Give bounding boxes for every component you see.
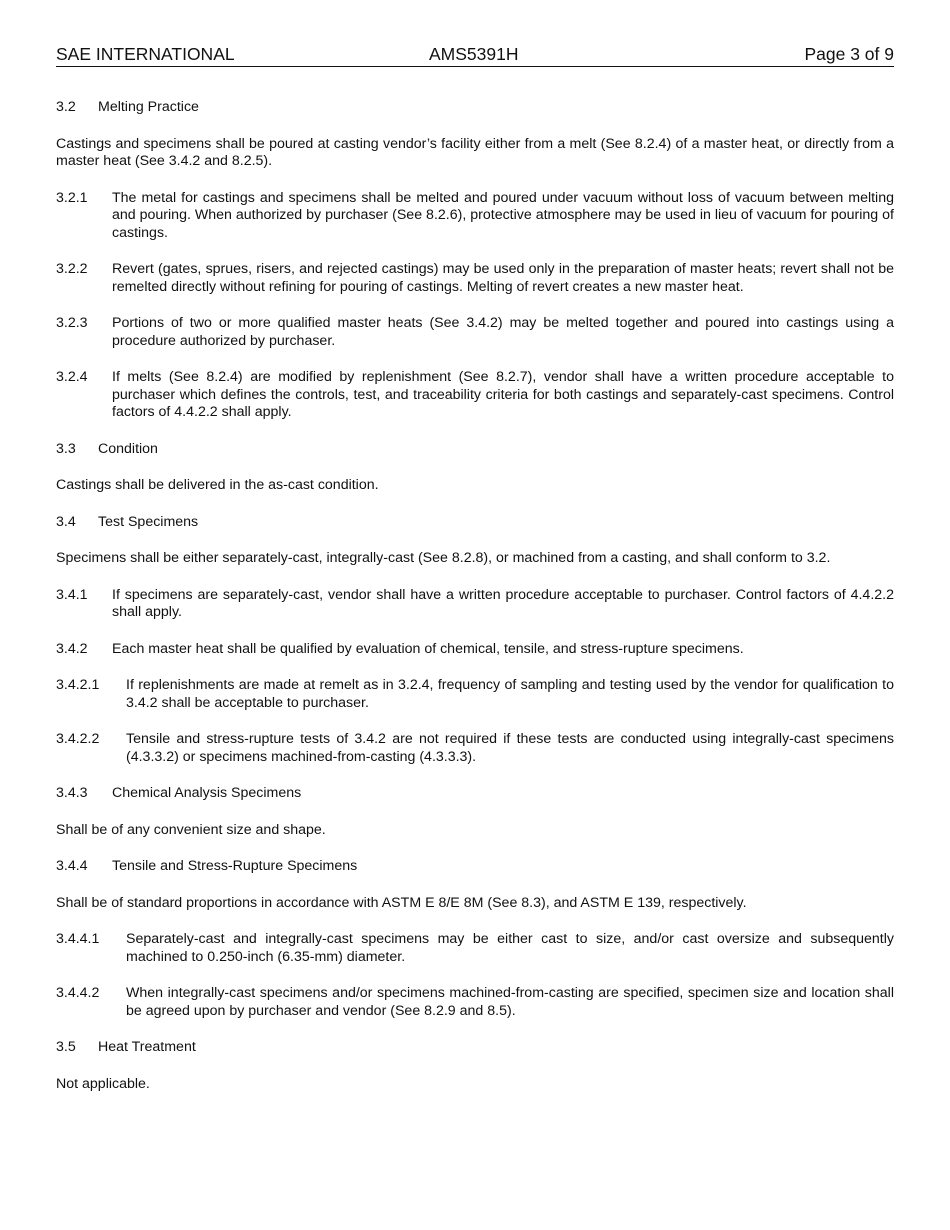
clause-3-2-1	[56, 190, 894, 243]
section-heading-3-2	[56, 99, 894, 117]
section-heading-3-4	[56, 514, 894, 532]
clause-3-4-4-2	[56, 985, 894, 1020]
header-organization: SAE INTERNATIONAL	[56, 44, 235, 64]
section-title: Chemical Analysis Specimens	[112, 785, 302, 801]
clause-text: Revert (gates, sprues, risers, and rejected castings) may be used only in the preparation of master heats; revert shall not be remelted directly without refining for pouring of castings. Melting of revert creates a new master heat.	[112, 261, 894, 295]
clause-3-4-2-2	[56, 731, 894, 766]
clause-text: Tensile and stress-rupture tests of 3.4.2 are not required if these tests are conducted using integrally-cast specimens (4.3.3.2) or specimens machined-from-casting (4.3.3.3).	[126, 731, 894, 765]
clause-number: 3.4.2.1	[56, 677, 100, 693]
section-title: Melting Practice	[98, 99, 199, 115]
clause-3-4-4-1	[56, 931, 894, 966]
subsection-3-4-4-text: Shall be of standard proportions in accordance with ASTM E 8/E 8M (See 8.3), and ASTM E 139, respectively.	[56, 894, 747, 911]
subsection-heading-3-4-3	[56, 785, 894, 803]
clause-3-2-3	[56, 315, 894, 350]
section-title: Condition	[98, 440, 158, 457]
clause-text: The metal for castings and specimens shall be melted and poured under vacuum without loss of vacuum between melting and pouring. When authorized by purchaser (See 8.2.6), protective atmosphere may be used in lieu of vacuum for pouring of castings.	[112, 189, 894, 241]
clause-text: If melts (See 8.2.4) are modified by replenishment (See 8.2.7), vendor shall have a written procedure acceptable to purchaser which defines the controls, test, and traceability criteria for both castings and separately-cast specimens. Control factors of 4.4.2.2 shall apply.	[112, 369, 894, 420]
clause-text: If replenishments are made at remelt as in 3.2.4, frequency of sampling and testing used by the vendor for qualification to 3.4.2 shall be acceptable to purchaser.	[126, 677, 894, 711]
section-number: 3.5	[56, 1039, 76, 1055]
document-body	[56, 99, 894, 1112]
clause-text: When integrally-cast specimens and/or specimens machined-from-casting are specified, specimen size and location shall be agreed upon by purchaser and vendor (See 8.2.9 and 8.5).	[126, 985, 894, 1019]
page-header	[56, 44, 894, 67]
clause-number: 3.4.4.1	[56, 931, 100, 947]
clause-number: 3.4.2.2	[56, 731, 100, 747]
section-title: Tensile and Stress-Rupture Specimens	[112, 858, 358, 874]
section-number: 3.4	[56, 513, 76, 530]
clause-3-4-2-1	[56, 677, 894, 712]
section-title: Test Specimens	[98, 513, 199, 530]
section-3-3-text: Castings shall be delivered in the as-cast condition.	[56, 477, 379, 493]
section-number: 3.2	[56, 99, 76, 115]
section-3-5-text: Not applicable.	[56, 1075, 150, 1092]
section-heading-3-3	[56, 441, 894, 459]
section-number: 3.3	[56, 440, 76, 457]
clause-3-2-2	[56, 261, 894, 296]
section-number: 3.4.4	[56, 858, 88, 874]
clause-3-2-4	[56, 369, 894, 422]
clause-3-4-1	[56, 587, 894, 622]
clause-number: 3.2.2	[56, 261, 88, 277]
clause-text: Portions of two or more qualified master heats (See 3.4.2) may be melted together and poured into castings using a procedure authorized by purchaser.	[112, 315, 894, 349]
header-page-number: Page 3 of 9	[804, 44, 894, 64]
section-heading-3-5	[56, 1039, 894, 1057]
section-number: 3.4.3	[56, 785, 88, 801]
subsection-heading-3-4-4	[56, 858, 894, 876]
clause-number: 3.4.2	[56, 640, 88, 657]
section-3-4-intro: Specimens shall be either separately-cast, integrally-cast (See 8.2.8), or machined from a casting, and shall conform to 3.2.	[56, 550, 831, 566]
clause-text: Each master heat shall be qualified by evaluation of chemical, tensile, and stress-rupture specimens.	[112, 640, 744, 657]
clause-number: 3.2.4	[56, 369, 88, 385]
section-title: Heat Treatment	[98, 1039, 196, 1055]
header-document-number: AMS5391H	[429, 44, 519, 64]
clause-text: Separately-cast and integrally-cast specimens may be either cast to size, and/or cast oversize and subsequently machined to 0.250-inch (6.35-mm) diameter.	[126, 931, 894, 965]
clause-number: 3.2.3	[56, 315, 88, 331]
clause-number: 3.4.4.2	[56, 985, 100, 1001]
section-3-2-intro: Castings and specimens shall be poured at casting vendor’s facility either from a melt (See 8.2.4) of a master heat, or directly from a master heat (See 3.4.2 and 8.2.5).	[56, 135, 894, 169]
clause-number: 3.4.1	[56, 586, 88, 603]
clause-3-4-2	[56, 641, 894, 659]
subsection-3-4-3-text: Shall be of any convenient size and shape.	[56, 821, 326, 838]
clause-text: If specimens are separately-cast, vendor shall have a written procedure acceptable to purchaser. Control factors of 4.4.2.2 shall apply.	[112, 586, 894, 620]
clause-number: 3.2.1	[56, 189, 88, 206]
